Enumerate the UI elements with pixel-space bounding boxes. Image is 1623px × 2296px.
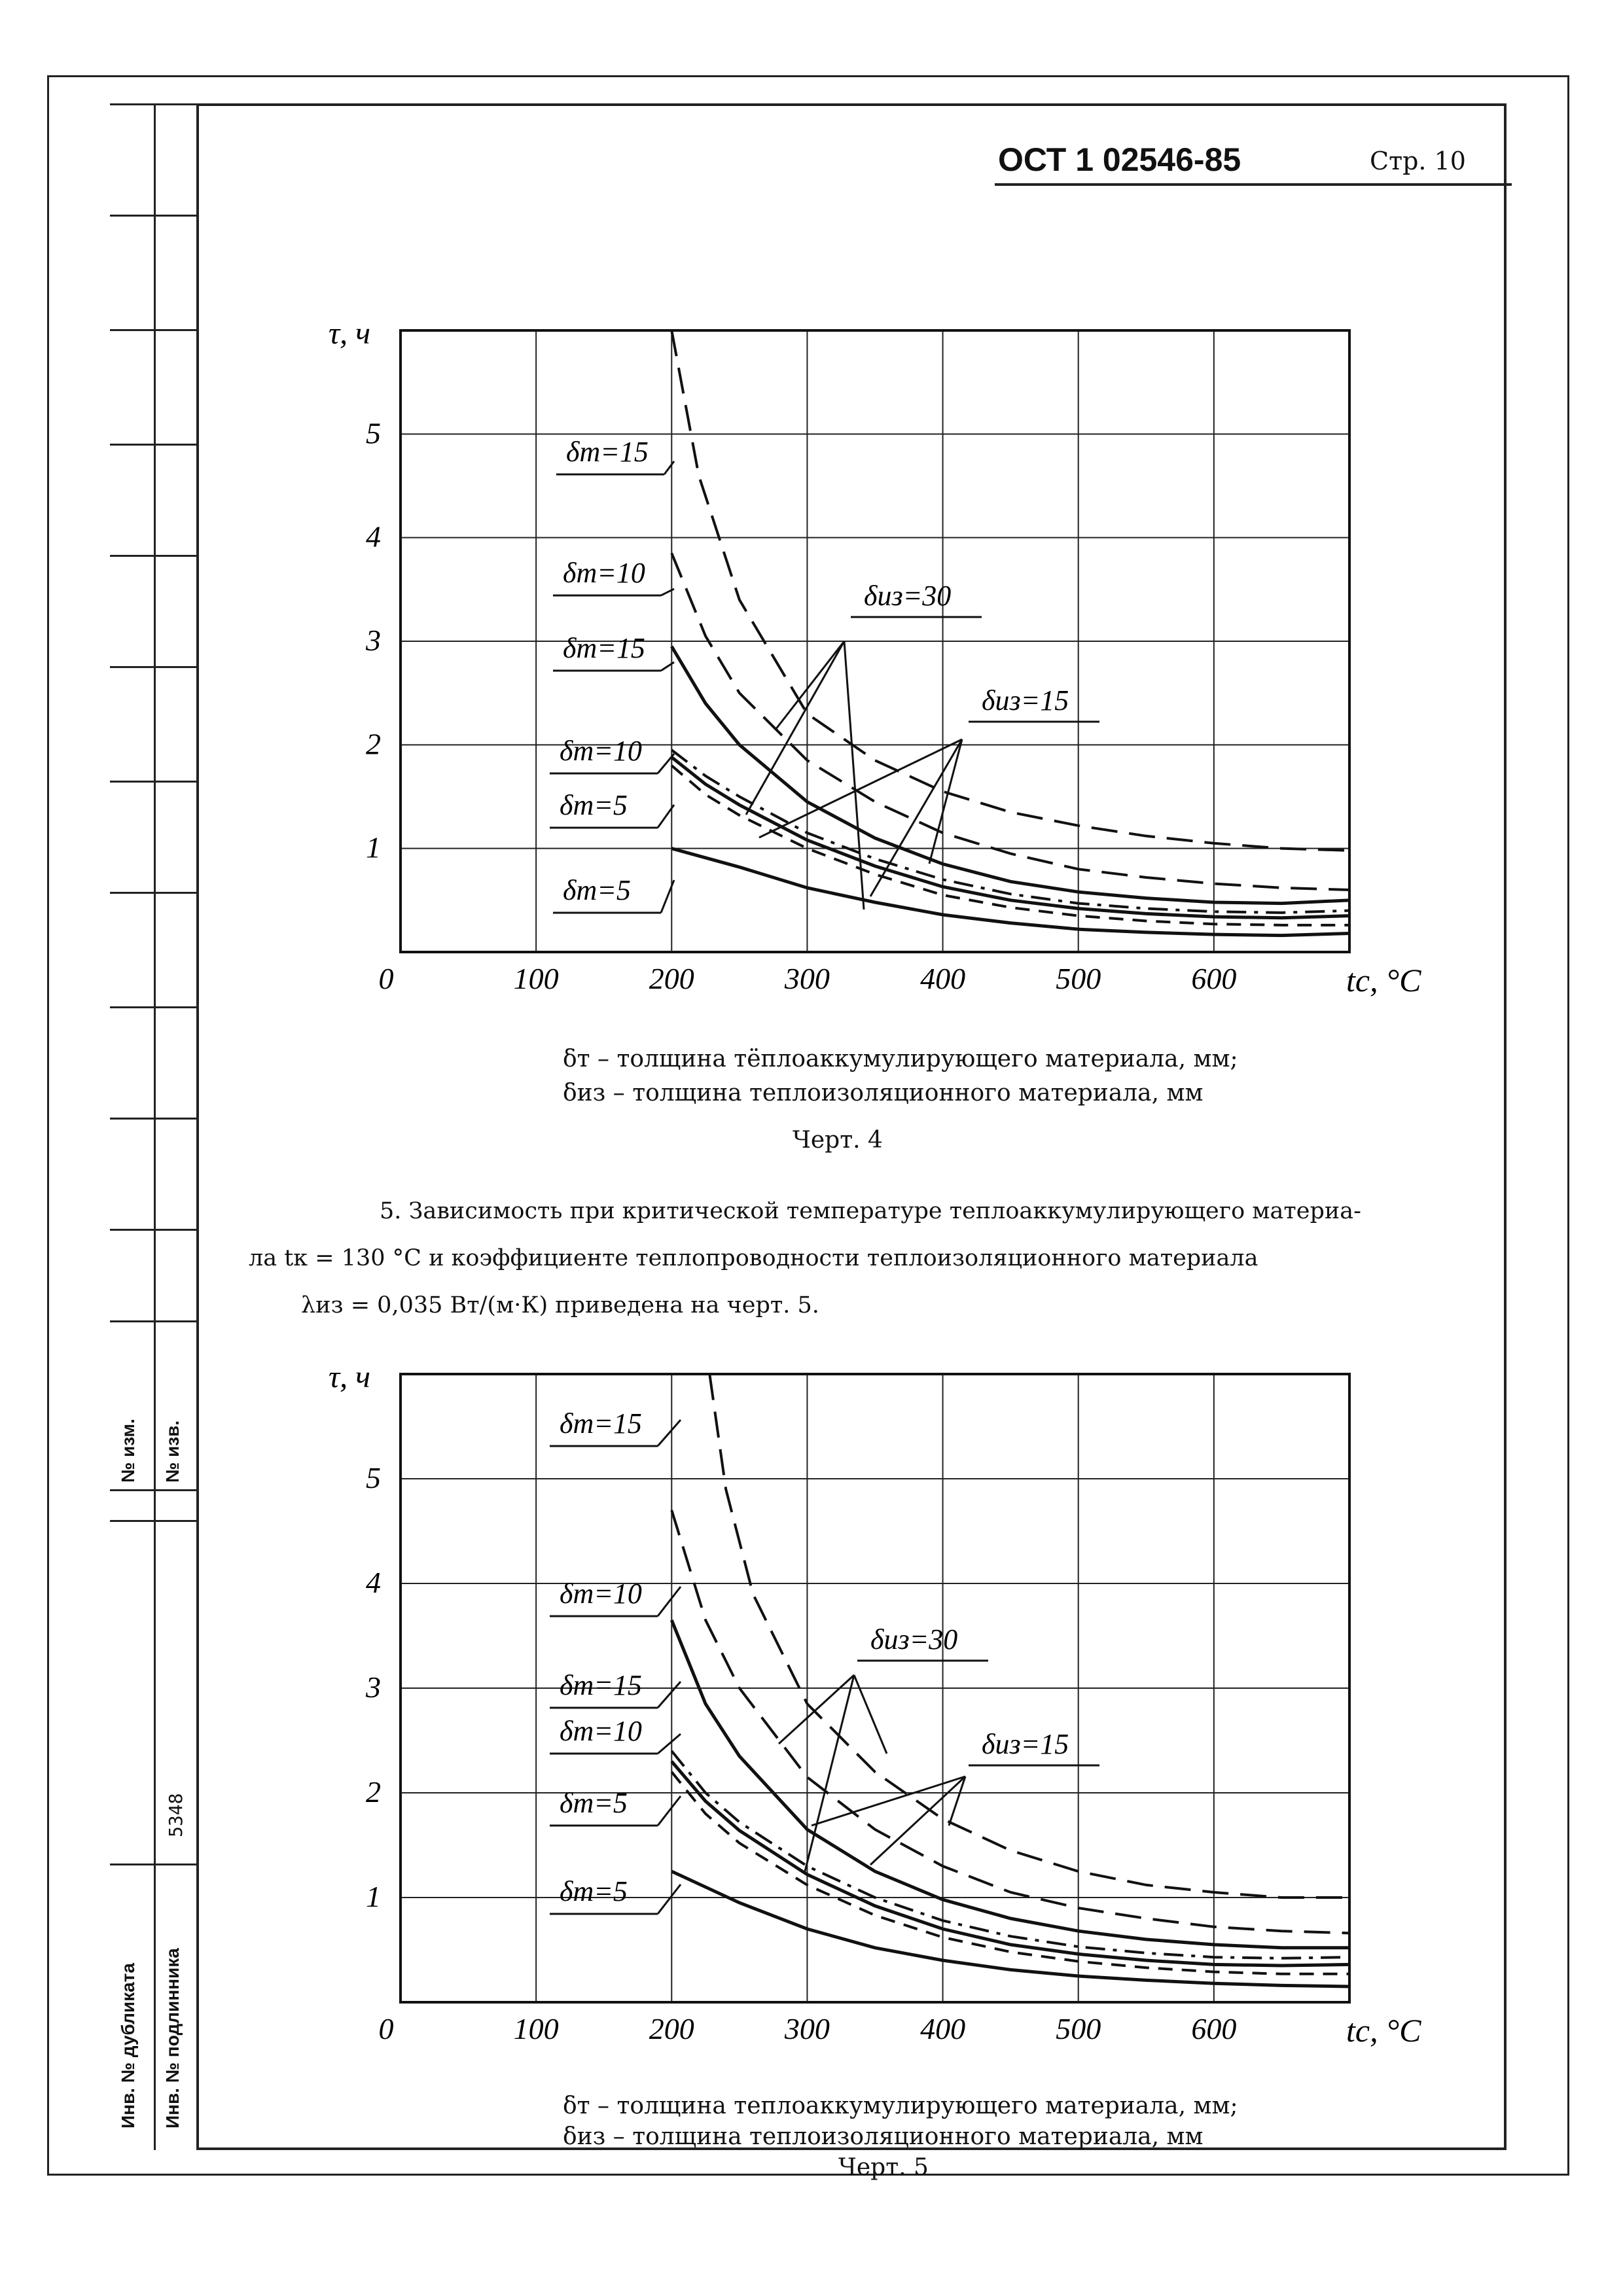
group-label-leader [844,641,864,910]
chart4-caption: Черт. 4 [793,1127,883,1154]
group-label: δиз=30 [870,1623,958,1655]
x-tick-label: 200 [649,962,694,995]
x-tick-label: 500 [1056,962,1101,995]
series-line [671,849,1349,936]
stamp-row-line [110,1489,198,1491]
x-tick-label: 200 [649,2012,694,2045]
chart5-legend-line2: δиз – толщина теплоизоляционного материала, мм [563,2123,1204,2150]
stamp-duplicate-inv: Инв. № дубликата [118,1963,138,2128]
y-axis-label: τ, ч [329,316,371,351]
curve-label: δт=15 [566,436,649,468]
y-tick-label: 4 [366,520,381,554]
group-label-leader [870,739,962,896]
stamp-row-line [110,1863,198,1865]
paragraph-5 [249,1188,1479,1329]
group-label-leader [929,739,962,864]
x-tick-label: 400 [920,962,966,995]
curve-label: δт=5 [560,1787,628,1819]
y-axis-label: τ, ч [329,1360,371,1394]
x-tick-label: 600 [1191,962,1237,995]
curve-label: δт=10 [560,1715,642,1747]
y-tick-label: 2 [366,727,381,761]
stamp-row-line [110,1229,198,1231]
curve-label: δт=10 [563,557,645,589]
group-label: δиз=30 [864,580,952,612]
x-tick-label: 0 [378,2012,394,2045]
stamp-original-inv: Инв. № подлинника [162,1948,183,2128]
curve-label: δт=15 [560,1407,642,1439]
chart5-legend-line1: δт – толщина теплоаккумулирующего материала, мм; [563,2093,1238,2119]
x-tick-label: 100 [513,962,559,995]
y-tick-label: 3 [366,1670,381,1704]
document-number: ОСТ 1 02546-85 [998,141,1241,178]
chart5-caption: Черт. 5 [838,2154,929,2181]
paragraph-line1: 5. Зависимость при критической температуре теплоаккумулирующего материа- [380,1198,1361,1224]
chart4-legend-line2: δиз – толщина теплоизоляционного материала, мм [563,1080,1204,1106]
y-tick-label: 3 [366,624,381,657]
curve-label: δт=10 [560,735,642,767]
page-number: Стр. 10 [1370,147,1466,175]
group-label-leader [776,641,844,730]
x-tick-label: 300 [784,2012,830,2045]
stamp-change-no: № изм. [118,1419,138,1483]
paragraph-line3: λиз = 0,035 Вт/(м·К) приведена на черт. 5. [301,1292,819,1318]
x-tick-label: 400 [920,2012,966,2045]
y-tick-label: 5 [366,1461,381,1494]
curve-label: δт=15 [563,632,645,664]
curve-label: δт=10 [560,1578,642,1610]
x-axis-label: tc, °C [1346,2012,1421,2049]
y-tick-label: 4 [366,1566,381,1599]
x-tick-label: 0 [378,962,394,995]
curve-label: δт=5 [563,874,631,906]
x-tick-label: 600 [1191,2012,1237,2045]
y-tick-label: 5 [366,416,381,450]
stamp-row-line [110,1520,198,1522]
x-tick-label: 500 [1056,2012,1101,2045]
stamp-row-line [110,1320,198,1322]
curve-label: δт=5 [560,789,628,821]
x-tick-label: 100 [513,2012,559,2045]
y-tick-label: 1 [366,1880,381,1913]
x-tick-label: 300 [784,962,830,995]
paragraph-line2: ла tк = 130 °C и коэффициенте теплопроводности теплоизоляционного материала [249,1245,1258,1271]
stamp-notice-no: № изв. [162,1420,183,1483]
x-axis-label: tc, °C [1346,962,1421,998]
group-label: δиз=15 [982,684,1069,716]
curve-label: δт=15 [560,1669,642,1701]
chart4-legend-line1: δт – толщина тёплоаккумулирующего материала, мм; [563,1046,1238,1072]
curve-label: δт=5 [560,1875,628,1907]
curve-label-leader [664,461,674,474]
group-label: δиз=15 [982,1728,1069,1760]
y-tick-label: 1 [366,830,381,864]
stamp-original-inv-value: 5348 [165,1793,187,1837]
y-tick-label: 2 [366,1775,381,1809]
